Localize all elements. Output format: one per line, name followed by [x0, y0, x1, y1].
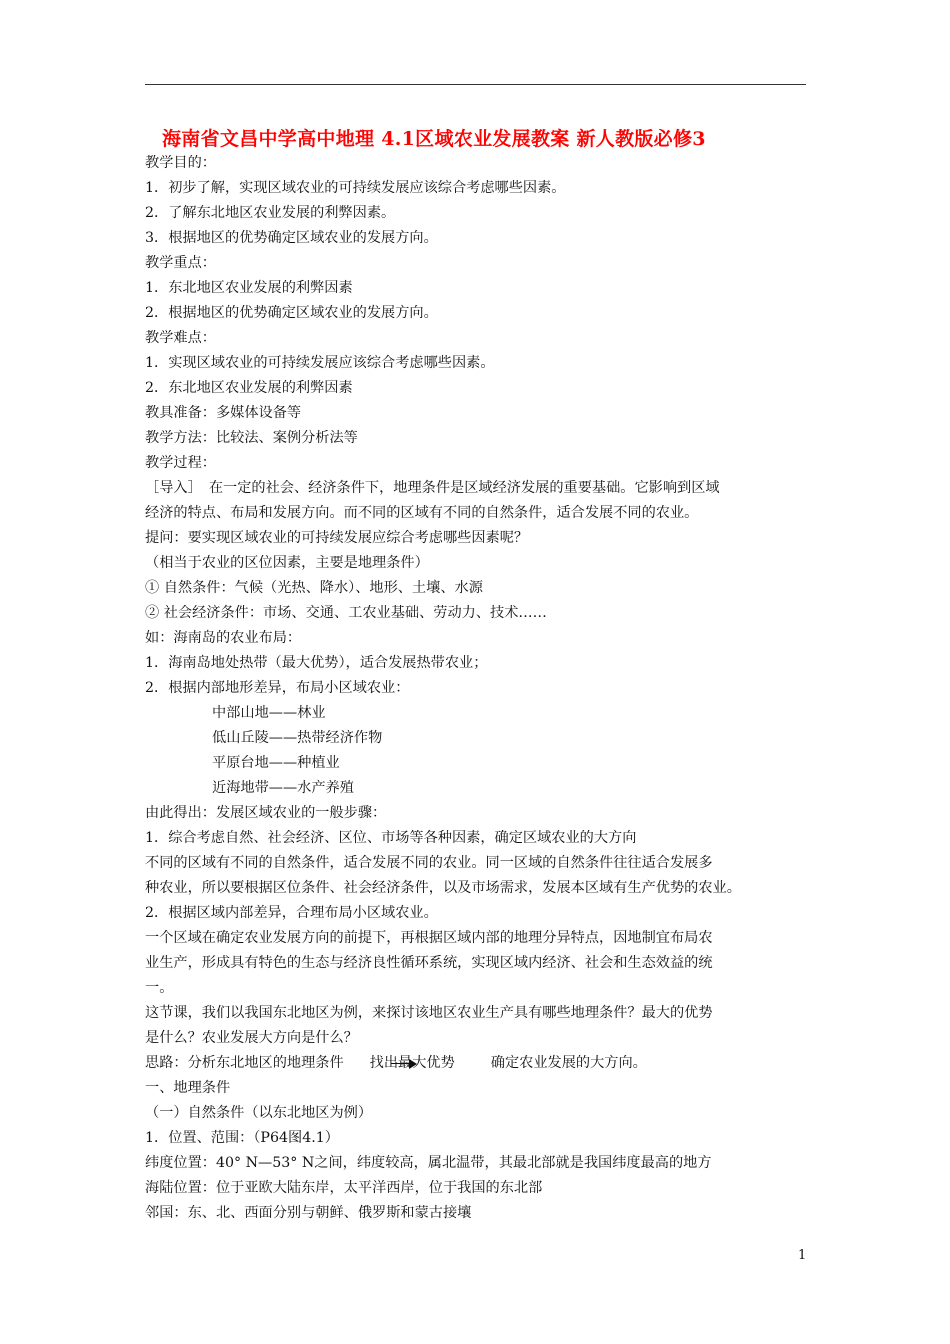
flow-label: 思路：分析东北地区的地理条件	[145, 1055, 344, 1071]
text-line: 一个区域在确定农业发展方向的前提下，再根据区域内部的地理分异特点，因地制宜布局农	[145, 930, 713, 946]
text-line: 教具准备：多媒体设备等	[145, 405, 302, 421]
text-line: 2．东北地区农业发展的利弊因素	[145, 380, 353, 396]
text-line: 如：海南岛的农业布局：	[145, 630, 302, 646]
arrow-right-icon	[391, 1059, 417, 1069]
header-rule	[145, 84, 806, 85]
flow-step-find-advantage: 找出最大优势	[369, 1055, 455, 1071]
text-line: 教学过程：	[145, 455, 216, 471]
text-line: 是什么？农业发展大方向是什么？	[145, 1030, 358, 1046]
text-line: 经济的特点、布局和发展方向。而不同的区域有不同的自然条件，适合发展不同的农业。	[145, 505, 699, 521]
text-line: 1．初步了解，实现区域农业的可持续发展应该综合考虑哪些因素。	[145, 180, 566, 196]
document-body	[145, 151, 820, 1226]
text-line: 由此得出：发展区域农业的一般步骤：	[145, 805, 387, 821]
text-line: 一。	[145, 980, 174, 996]
text-line: （相当于农业的区位因素，主要是地理条件）	[145, 555, 429, 571]
text-line: 提问：要实现区域农业的可持续发展应综合考虑哪些因素呢？	[145, 530, 529, 546]
text-line: 邻国：东、北、西面分别与朝鲜、俄罗斯和蒙古接壤	[145, 1205, 472, 1221]
page-number: 1	[798, 1248, 807, 1263]
indented-line: 低山丘陵——热带经济作物	[212, 730, 383, 746]
text-line: 不同的区域有不同的自然条件，适合发展不同的农业。同一区域的自然条件往往适合发展多	[145, 855, 713, 871]
indented-line: 平原台地——种植业	[212, 755, 340, 771]
text-line: 3．根据地区的优势确定区域农业的发展方向。	[145, 230, 438, 246]
text-line: 2．根据区域内部差异，合理布局小区域农业。	[145, 905, 438, 921]
indented-line: 中部山地——林业	[212, 705, 326, 721]
text-line: 1．综合考虑自然、社会经济、区位、市场等各种因素，确定区域农业的大方向	[145, 830, 637, 846]
document-title: 海南省文昌中学高中地理 4.1区域农业发展教案 新人教版必修3	[162, 128, 706, 150]
text-line: 教学目的：	[145, 155, 216, 171]
text-line: 2．根据内部地形差异，布局小区域农业：	[145, 680, 410, 696]
text-line: 教学重点：	[145, 255, 216, 271]
text-line: 这节课，我们以我国东北地区为例，来探讨该地区农业生产具有哪些地理条件？最大的优势	[145, 1005, 713, 1021]
indented-line: 近海地带——水产养殖	[212, 780, 354, 796]
text-line: 1．海南岛地处热带（最大优势），适合发展热带农业；	[145, 655, 488, 671]
text-line: 2．了解东北地区农业发展的利弊因素。	[145, 205, 396, 221]
text-line: ［导入］ 在一定的社会、经济条件下，地理条件是区域经济发展的重要基础。它影响到区域	[145, 480, 720, 496]
text-line: 教学难点：	[145, 330, 216, 346]
text-line: ① 自然条件：气候（光热、降水）、地形、土壤、水源	[145, 580, 483, 596]
text-line: 海陆位置：位于亚欧大陆东岸，太平洋西岸，位于我国的东北部	[145, 1180, 543, 1196]
text-line: 1．东北地区农业发展的利弊因素	[145, 280, 353, 296]
thinking-flow	[145, 1051, 820, 1076]
text-line: （一）自然条件（以东北地区为例）	[145, 1105, 373, 1121]
text-line: 纬度位置：40° N—53° N之间，纬度较高，属北温带，其最北部就是我国纬度最高的地方	[145, 1155, 712, 1171]
text-line: 种农业，所以要根据区位条件、社会经济条件，以及市场需求，发展本区域有生产优势的农业。	[145, 880, 741, 896]
text-line: 教学方法：比较法、案例分析法等	[145, 430, 358, 446]
text-line: 2．根据地区的优势确定区域农业的发展方向。	[145, 305, 438, 321]
text-line: 1．位置、范围：（P64图4.1）	[145, 1130, 339, 1146]
text-line: 1．实现区域农业的可持续发展应该综合考虑哪些因素。	[145, 355, 495, 371]
text-line: 业生产，形成具有特色的生态与经济良性循环系统，实现区域内经济、社会和生态效益的统	[145, 955, 713, 971]
text-line: 一、地理条件	[145, 1080, 231, 1096]
text-line: ② 社会经济条件：市场、交通、工农业基础、劳动力、技术……	[145, 605, 547, 621]
flow-step-direction: 确定农业发展的大方向。	[490, 1055, 647, 1071]
